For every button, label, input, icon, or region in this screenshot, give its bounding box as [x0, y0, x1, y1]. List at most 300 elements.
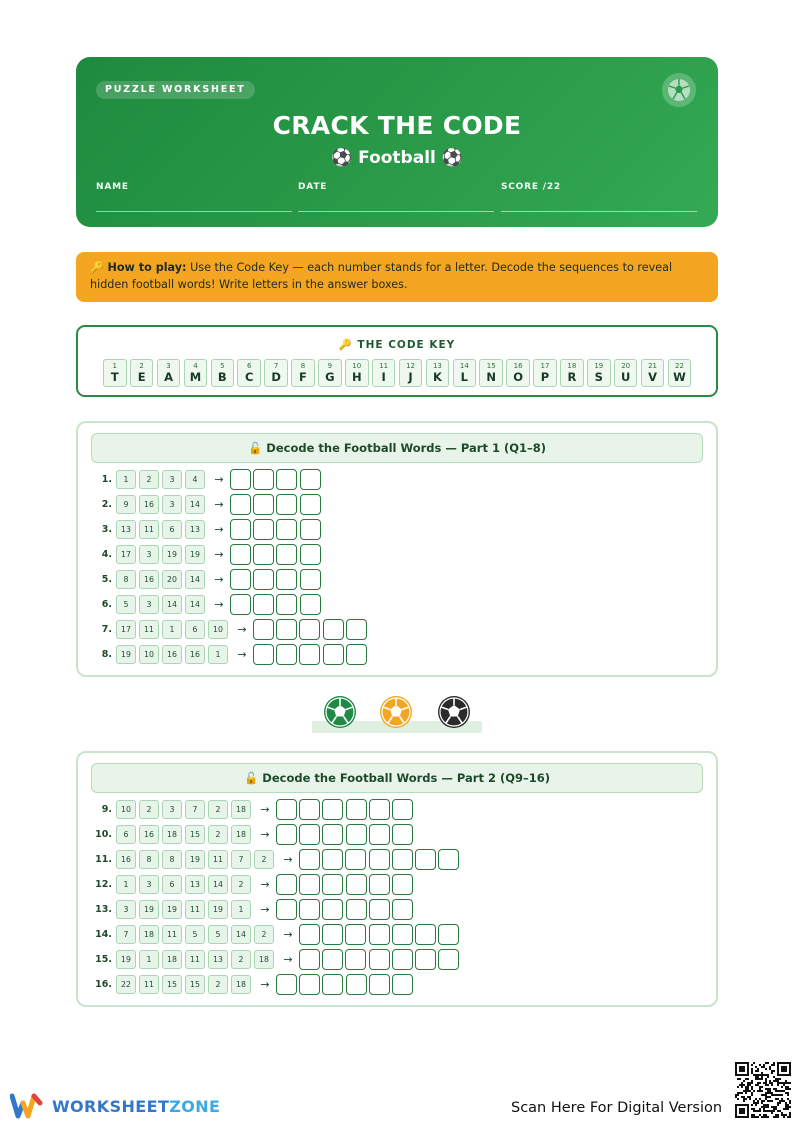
answer-box[interactable] [415, 949, 436, 970]
answer-box[interactable] [369, 949, 390, 970]
answer-box[interactable] [300, 544, 321, 565]
code-key-letter: S [594, 370, 603, 384]
answer-box[interactable] [276, 544, 297, 565]
answer-box[interactable] [322, 824, 343, 845]
code-number: 11 [162, 925, 182, 944]
soccer-ball-icon [662, 73, 696, 107]
question-row [93, 949, 461, 970]
answer-box[interactable] [299, 644, 320, 665]
code-key-row [103, 359, 691, 387]
code-number: 6 [116, 825, 136, 844]
answer-box[interactable] [392, 849, 413, 870]
how-to-play-text: Use the Code Key — each number stands for a letter. Decode the sequences to reveal hidden football words! Write letters in the answer boxes. [90, 261, 673, 291]
code-number: 7 [231, 850, 251, 869]
code-number: 19 [116, 645, 136, 664]
code-key-letter: E [137, 370, 146, 384]
code-number: 8 [162, 850, 182, 869]
code-number: 19 [162, 545, 182, 564]
how-to-play-label: How to play: [107, 261, 187, 274]
code-key-letter: T [110, 370, 119, 384]
code-key-letter: L [460, 370, 468, 384]
code-key-cell [560, 359, 584, 387]
code-key-letter: M [189, 370, 202, 384]
code-number: 15 [162, 975, 182, 994]
code-number: 5 [185, 925, 205, 944]
arrow-icon: → [214, 598, 224, 611]
date-line[interactable] [298, 211, 494, 212]
code-key-letter: C [244, 370, 254, 384]
question-number: 12. [95, 879, 112, 890]
answer-box[interactable] [346, 974, 367, 995]
question-row [93, 619, 369, 640]
code-number: 9 [116, 495, 136, 514]
name-line[interactable] [96, 211, 292, 212]
answer-box[interactable] [345, 849, 366, 870]
code-number: 3 [162, 470, 182, 489]
question-row [93, 644, 369, 665]
question-row [93, 824, 415, 845]
code-number: 3 [162, 495, 182, 514]
code-key-letter: V [648, 370, 658, 384]
question-row [93, 569, 323, 590]
question-row [93, 899, 415, 920]
code-key-number: 12 [406, 362, 415, 370]
answer-box[interactable] [253, 594, 274, 615]
page-subtitle: ⚽ Football ⚽ [331, 148, 463, 168]
answer-box[interactable] [438, 949, 459, 970]
code-number: 11 [185, 900, 205, 919]
part2-section [76, 751, 718, 1007]
code-number: 19 [116, 950, 136, 969]
code-key-number: 6 [246, 362, 252, 370]
code-key-letter: P [540, 370, 550, 384]
code-number: 3 [139, 875, 159, 894]
answer-box[interactable] [322, 849, 343, 870]
soccer-ball-icon [378, 694, 414, 732]
score-line[interactable] [501, 211, 697, 212]
code-number: 16 [139, 570, 159, 589]
code-number: 5 [116, 595, 136, 614]
code-key-cell [587, 359, 611, 387]
arrow-icon: → [260, 903, 270, 916]
answer-box[interactable] [276, 974, 297, 995]
code-number: 2 [254, 925, 274, 944]
code-key-cell [264, 359, 288, 387]
answer-box[interactable] [300, 569, 321, 590]
date-field[interactable] [298, 182, 494, 212]
answer-box[interactable] [276, 494, 297, 515]
how-to-play-banner [76, 252, 718, 302]
question-row [93, 494, 323, 515]
name-field[interactable] [96, 182, 292, 212]
code-key-letter: D [271, 370, 281, 384]
answer-box[interactable] [322, 924, 343, 945]
code-number: 1 [208, 645, 228, 664]
code-key-cell [184, 359, 208, 387]
answer-box[interactable] [299, 974, 320, 995]
arrow-icon: → [283, 853, 293, 866]
code-number: 20 [162, 570, 182, 589]
question-number: 8. [101, 649, 112, 660]
answer-box[interactable] [299, 949, 320, 970]
code-number: 18 [231, 825, 251, 844]
code-number: 19 [185, 545, 205, 564]
code-number: 2 [231, 950, 251, 969]
answer-box[interactable] [392, 924, 413, 945]
answer-box[interactable] [276, 799, 297, 820]
question-row [93, 849, 461, 870]
code-key-letter: R [567, 370, 577, 384]
code-number: 14 [185, 595, 205, 614]
code-number: 22 [116, 975, 136, 994]
answer-box[interactable] [276, 469, 297, 490]
code-number: 2 [231, 875, 251, 894]
answer-box[interactable] [346, 824, 367, 845]
code-key-cell [426, 359, 450, 387]
code-number: 14 [208, 875, 228, 894]
code-number: 16 [139, 495, 159, 514]
code-key-number: 18 [567, 362, 577, 370]
code-key-cell [291, 359, 315, 387]
code-key-number: 4 [193, 362, 198, 370]
code-key-number: 8 [300, 362, 306, 370]
code-key-number: 14 [459, 362, 469, 370]
answer-box[interactable] [369, 824, 390, 845]
name-label: NAME [96, 182, 129, 192]
question-row [93, 519, 323, 540]
code-key-cell [479, 359, 503, 387]
answer-box[interactable] [323, 619, 344, 640]
code-number: 16 [139, 825, 159, 844]
code-number: 7 [116, 925, 136, 944]
code-key-number: 13 [432, 362, 442, 370]
answer-box[interactable] [253, 494, 274, 515]
answer-box[interactable] [299, 924, 320, 945]
worksheet-tag: PUZZLE WORKSHEET [96, 81, 255, 99]
code-key-cell [533, 359, 557, 387]
part1-title: 🔓 Decode the Football Words — Part 1 (Q1–8) [91, 433, 703, 463]
score-label: SCORE /22 [501, 182, 561, 192]
answer-box[interactable] [392, 874, 413, 895]
question-row [93, 594, 323, 615]
question-number: 15. [95, 954, 112, 965]
code-key-letter: U [621, 370, 631, 384]
answer-box[interactable] [276, 644, 297, 665]
answer-box[interactable] [230, 569, 251, 590]
code-key-number: 19 [594, 362, 604, 370]
code-number: 8 [116, 570, 136, 589]
code-number: 11 [208, 850, 228, 869]
question-number: 7. [101, 624, 112, 635]
code-number: 14 [231, 925, 251, 944]
question-number: 11. [95, 854, 112, 865]
answer-box[interactable] [299, 849, 320, 870]
answer-box[interactable] [392, 824, 413, 845]
code-number: 11 [139, 975, 159, 994]
answer-box[interactable] [300, 469, 321, 490]
answer-box[interactable] [392, 899, 413, 920]
code-number: 15 [185, 975, 205, 994]
code-key-cell [237, 359, 261, 387]
answer-box[interactable] [392, 974, 413, 995]
date-label: DATE [298, 182, 328, 192]
code-number: 16 [185, 645, 205, 664]
answer-box[interactable] [299, 874, 320, 895]
answer-box[interactable] [438, 849, 459, 870]
brand-wordmark [52, 1097, 220, 1116]
code-number: 3 [139, 545, 159, 564]
soccer-ball-icon [322, 694, 358, 732]
code-key-number: 1 [112, 362, 117, 370]
answer-box[interactable] [276, 519, 297, 540]
code-key-number: 17 [540, 362, 550, 370]
code-key-number: 2 [139, 362, 144, 370]
answer-box[interactable] [253, 519, 274, 540]
question-row [93, 974, 415, 995]
scan-text: Scan Here For Digital Version [511, 1100, 723, 1116]
answer-box[interactable] [299, 619, 320, 640]
code-key-title: 🔑 THE CODE KEY [338, 339, 456, 351]
code-number: 10 [208, 620, 228, 639]
answer-box[interactable] [299, 824, 320, 845]
code-key-number: 5 [220, 362, 225, 370]
answer-box[interactable] [369, 799, 390, 820]
answer-box[interactable] [345, 924, 366, 945]
arrow-icon: → [237, 623, 247, 636]
answer-box[interactable] [230, 519, 251, 540]
decor-balls [322, 694, 472, 734]
code-number: 1 [116, 470, 136, 489]
question-number: 5. [101, 574, 112, 585]
code-key-panel [76, 325, 718, 397]
code-number: 11 [139, 620, 159, 639]
answer-box[interactable] [346, 799, 367, 820]
code-key-cell [453, 359, 477, 387]
arrow-icon: → [214, 573, 224, 586]
answer-box[interactable] [346, 619, 367, 640]
answer-box[interactable] [276, 594, 297, 615]
code-number: 6 [162, 875, 182, 894]
answer-box[interactable] [253, 569, 274, 590]
code-number: 7 [185, 800, 205, 819]
answer-box[interactable] [346, 874, 367, 895]
answer-box[interactable] [300, 494, 321, 515]
answer-box[interactable] [253, 644, 274, 665]
code-number: 13 [185, 875, 205, 894]
answer-box[interactable] [253, 469, 274, 490]
code-number: 18 [162, 825, 182, 844]
code-key-cell [103, 359, 127, 387]
code-number: 2 [208, 825, 228, 844]
answer-box[interactable] [369, 974, 390, 995]
qr-code-icon[interactable] [735, 1062, 791, 1118]
code-number: 2 [208, 975, 228, 994]
answer-box[interactable] [369, 874, 390, 895]
answer-box[interactable] [346, 644, 367, 665]
arrow-icon: → [260, 803, 270, 816]
answer-box[interactable] [415, 924, 436, 945]
question-number: 1. [101, 474, 112, 485]
answer-box[interactable] [230, 494, 251, 515]
code-key-number: 15 [486, 362, 496, 370]
code-key-cell [668, 359, 692, 387]
code-number: 3 [162, 800, 182, 819]
code-number: 6 [185, 620, 205, 639]
answer-box[interactable] [230, 469, 251, 490]
code-key-cell [506, 359, 530, 387]
code-key-cell [157, 359, 181, 387]
question-row [93, 469, 323, 490]
arrow-icon: → [237, 648, 247, 661]
code-number: 11 [139, 520, 159, 539]
arrow-icon: → [214, 548, 224, 561]
code-key-letter: A [164, 370, 173, 384]
answer-box[interactable] [322, 974, 343, 995]
answer-box[interactable] [253, 544, 274, 565]
answer-box[interactable] [322, 799, 343, 820]
answer-box[interactable] [276, 569, 297, 590]
code-number: 5 [208, 925, 228, 944]
code-key-cell [372, 359, 396, 387]
code-key-letter: I [381, 370, 386, 384]
code-number: 1 [139, 950, 159, 969]
code-key-cell [399, 359, 423, 387]
code-key-letter: J [408, 370, 413, 384]
code-key-number: 22 [674, 362, 684, 370]
part2-title: 🔓 Decode the Football Words — Part 2 (Q9–16) [91, 763, 703, 793]
code-key-cell [318, 359, 342, 387]
question-number: 4. [101, 549, 112, 560]
answer-box[interactable] [322, 874, 343, 895]
code-number: 14 [162, 595, 182, 614]
question-row [93, 544, 323, 565]
question-row [93, 924, 461, 945]
arrow-icon: → [260, 978, 270, 991]
code-number: 3 [116, 900, 136, 919]
answer-box[interactable] [253, 619, 274, 640]
answer-box[interactable] [230, 594, 251, 615]
code-key-letter: G [325, 370, 335, 384]
code-key-number: 7 [273, 362, 279, 370]
code-number: 2 [254, 850, 274, 869]
arrow-icon: → [214, 473, 224, 486]
answer-box[interactable] [323, 644, 344, 665]
page-title: CRACK THE CODE [272, 111, 522, 140]
code-key-cell [614, 359, 638, 387]
answer-box[interactable] [300, 594, 321, 615]
answer-box[interactable] [369, 899, 390, 920]
answer-box[interactable] [299, 899, 320, 920]
answer-box[interactable] [438, 924, 459, 945]
answer-box[interactable] [300, 519, 321, 540]
code-key-letter: N [486, 370, 497, 384]
question-row [93, 874, 415, 895]
brand-worksheet: WORKSHEET [52, 1096, 170, 1116]
question-number: 14. [95, 929, 112, 940]
answer-box[interactable] [276, 824, 297, 845]
code-number: 18 [231, 800, 251, 819]
answer-box[interactable] [276, 619, 297, 640]
worksheetzone-logo-icon [10, 1093, 46, 1119]
question-number: 9. [101, 804, 112, 815]
question-number: 13. [95, 904, 112, 915]
arrow-icon: → [260, 828, 270, 841]
answer-box[interactable] [369, 849, 390, 870]
code-key-number: 21 [648, 362, 658, 370]
answer-box[interactable] [392, 799, 413, 820]
answer-box[interactable] [276, 899, 297, 920]
answer-box[interactable] [345, 949, 366, 970]
answer-box[interactable] [369, 924, 390, 945]
worksheetzone-logo[interactable] [10, 1093, 220, 1119]
code-number: 19 [185, 850, 205, 869]
code-key-letter: H [351, 370, 362, 384]
answer-box[interactable] [415, 849, 436, 870]
answer-box[interactable] [276, 874, 297, 895]
answer-box[interactable] [299, 799, 320, 820]
arrow-icon: → [283, 928, 293, 941]
code-key-letter: K [432, 370, 442, 384]
code-number: 1 [116, 875, 136, 894]
answer-box[interactable] [322, 899, 343, 920]
question-number: 10. [95, 829, 112, 840]
score-field[interactable] [501, 182, 697, 212]
code-number: 19 [139, 900, 159, 919]
brand-zone: ZONE [169, 1096, 221, 1116]
code-key-letter: O [513, 370, 523, 384]
code-number: 17 [116, 620, 136, 639]
code-number: 13 [116, 520, 136, 539]
code-number: 18 [139, 925, 159, 944]
code-key-cell [211, 359, 235, 387]
code-key-number: 11 [379, 362, 389, 370]
arrow-icon: → [214, 498, 224, 511]
code-number: 1 [162, 620, 182, 639]
code-key-letter: F [299, 370, 307, 384]
code-number: 3 [139, 595, 159, 614]
code-number: 2 [139, 800, 159, 819]
answer-box[interactable] [392, 949, 413, 970]
code-number: 19 [208, 900, 228, 919]
code-number: 2 [139, 470, 159, 489]
worksheet-header [76, 57, 718, 227]
code-number: 6 [162, 520, 182, 539]
code-number: 14 [185, 495, 205, 514]
question-number: 2. [101, 499, 112, 510]
code-number: 19 [162, 900, 182, 919]
soccer-ball-icon [436, 694, 472, 732]
code-key-number: 10 [352, 362, 362, 370]
code-number: 10 [116, 800, 136, 819]
code-number: 13 [208, 950, 228, 969]
code-number: 18 [254, 950, 274, 969]
code-number: 2 [208, 800, 228, 819]
code-key-number: 20 [621, 362, 631, 370]
code-key-number: 3 [166, 362, 171, 370]
answer-box[interactable] [322, 949, 343, 970]
code-number: 18 [231, 975, 251, 994]
answer-box[interactable] [346, 899, 367, 920]
arrow-icon: → [260, 878, 270, 891]
arrow-icon: → [214, 523, 224, 536]
key-icon: 🔑 [90, 261, 104, 274]
code-number: 4 [185, 470, 205, 489]
answer-box[interactable] [230, 544, 251, 565]
arrow-icon: → [283, 953, 293, 966]
code-number: 1 [231, 900, 251, 919]
code-number: 17 [116, 545, 136, 564]
code-key-cell [345, 359, 369, 387]
